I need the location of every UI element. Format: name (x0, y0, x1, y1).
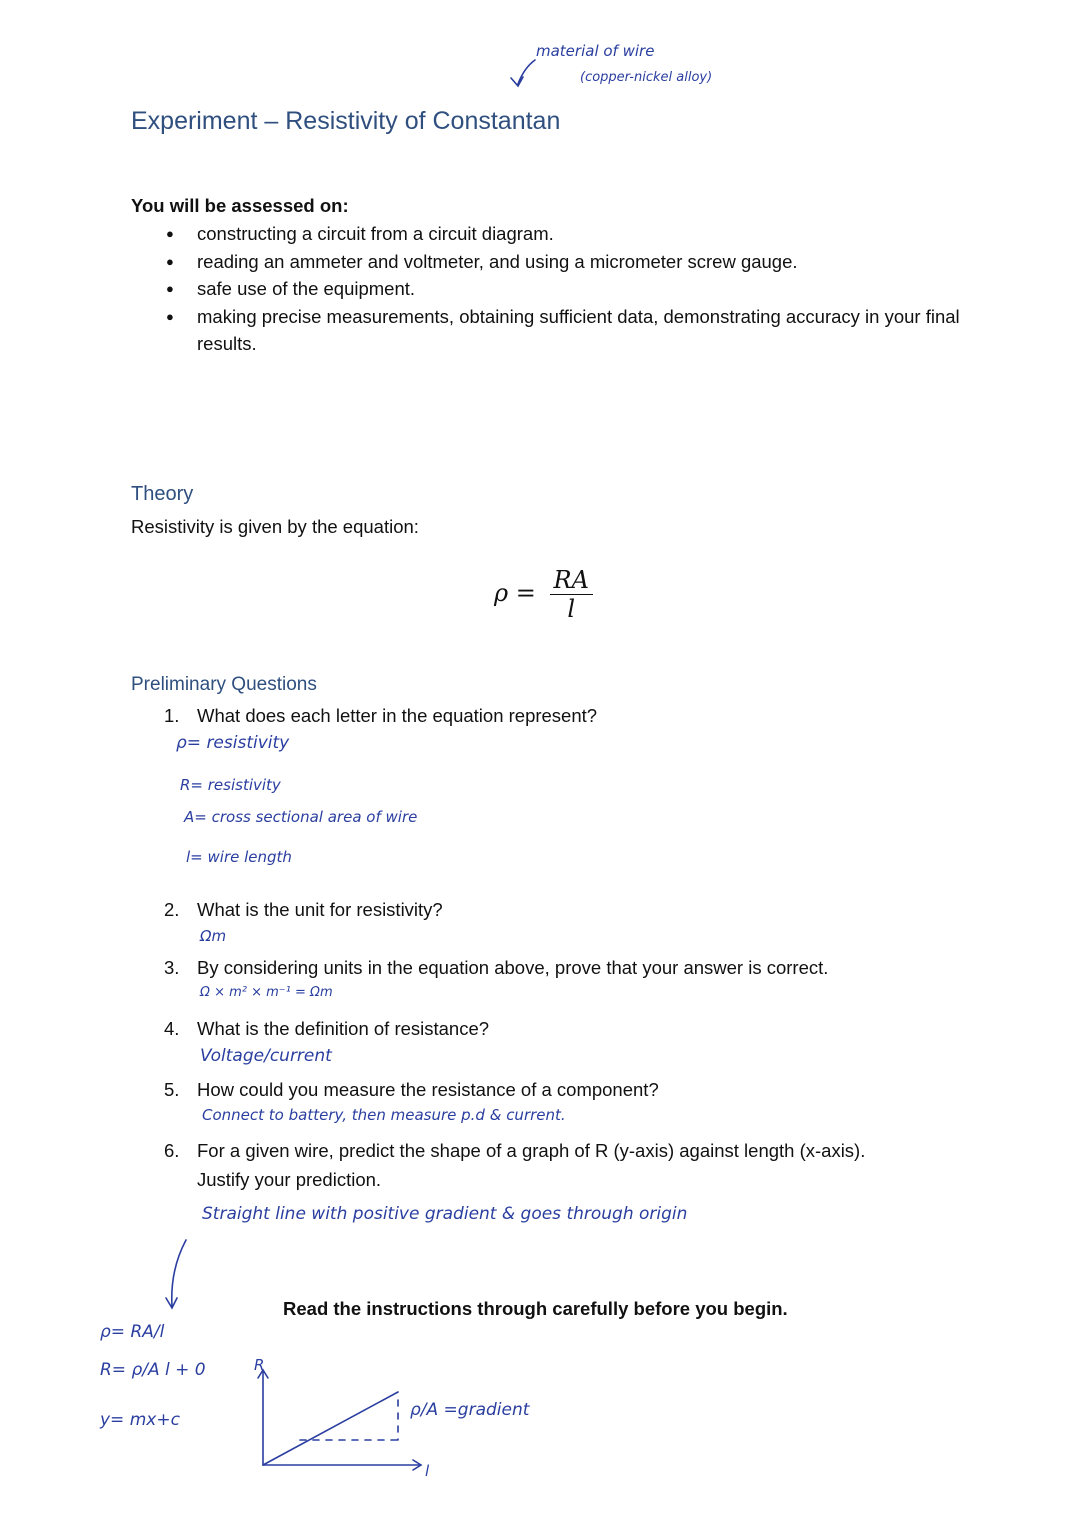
formula-numerator: RA (550, 566, 593, 595)
question-3 (164, 957, 924, 979)
assessed-item: ● reading an ammeter and voltmeter, and using a micrometer screw gauge. (166, 248, 966, 276)
question-1 (164, 705, 924, 727)
question-number: 5. (164, 1079, 180, 1100)
instructions-note: Read the instructions through carefully before you begin. (283, 1298, 788, 1319)
question-text: What is the definition of resistance? (197, 1018, 490, 1039)
question-text: For a given wire, predict the shape of a graph of R (y-axis) against length (x-axis). (197, 1140, 866, 1161)
assessed-list (166, 220, 966, 358)
prelim-heading: Preliminary Questions (131, 674, 317, 695)
assessed-heading: You will be assessed on: (131, 195, 349, 216)
answer-1c: A= cross sectional area of wire (184, 808, 418, 826)
question-text: By considering units in the equation above, prove that your answer is correct. (197, 957, 829, 978)
assessed-item: ● constructing a circuit from a circuit diagram. (166, 220, 966, 248)
question-text: How could you measure the resistance of a component? (197, 1079, 659, 1100)
answer-5: Connect to battery, then measure p.d & current. (202, 1106, 566, 1124)
arrow-top-icon (511, 60, 535, 86)
question-number: 1. (164, 705, 180, 726)
page-title: Experiment – Resistivity of Constantan (131, 107, 561, 135)
answer-1b: R= resistivity (180, 776, 281, 794)
graph-line-icon (263, 1392, 398, 1465)
question-4 (164, 1018, 924, 1040)
assessed-item: ● safe use of the equipment. (166, 275, 966, 303)
answer-6: Straight line with positive gradient & goes through origin (202, 1204, 688, 1224)
gradient-note: ρ/A =gradient (410, 1400, 530, 1420)
graph-x-label: l (425, 1462, 430, 1480)
question-number: 6. (164, 1140, 180, 1161)
formula-fraction (550, 566, 593, 623)
annotation-material: material of wire (536, 42, 655, 60)
arrow-curve-icon (166, 1240, 186, 1308)
graph-axes-icon (263, 1372, 420, 1465)
question-text: What does each letter in the equation represent? (197, 705, 598, 726)
answer-4: Voltage/current (200, 1046, 332, 1066)
annotation-alloy: (copper-nickel alloy) (580, 70, 713, 85)
answer-2: Ωm (200, 927, 227, 945)
question-5 (164, 1079, 924, 1101)
answer-1d: l= wire length (186, 848, 292, 866)
graph-y-label: R (254, 1356, 265, 1374)
assessed-item: ● making precise measurements, obtaining sufficient data, demonstrating accuracy in your final results. (166, 303, 966, 358)
question-number: 4. (164, 1018, 180, 1039)
note-eq1: ρ= RA/l (100, 1322, 165, 1342)
question-number: 3. (164, 957, 180, 978)
question-number: 2. (164, 899, 180, 920)
question-6 (164, 1140, 924, 1191)
resistivity-formula (494, 566, 593, 623)
answer-3: Ω × m² × m⁻¹ = Ωm (200, 985, 333, 1000)
question-text: What is the unit for resistivity? (197, 899, 443, 920)
note-eq3: y= mx+c (100, 1410, 180, 1430)
formula-lhs: ρ = (494, 579, 536, 607)
graph-x-arrow-icon (413, 1460, 421, 1470)
note-eq2: R= ρ/A l + 0 (100, 1360, 206, 1380)
answer-1a: ρ= resistivity (176, 733, 290, 753)
formula-denominator: l (567, 595, 576, 623)
theory-text: Resistivity is given by the equation: (131, 516, 419, 537)
question-2 (164, 899, 924, 921)
theory-heading: Theory (131, 483, 194, 505)
question-text-cont: Justify your prediction. (197, 1169, 382, 1190)
